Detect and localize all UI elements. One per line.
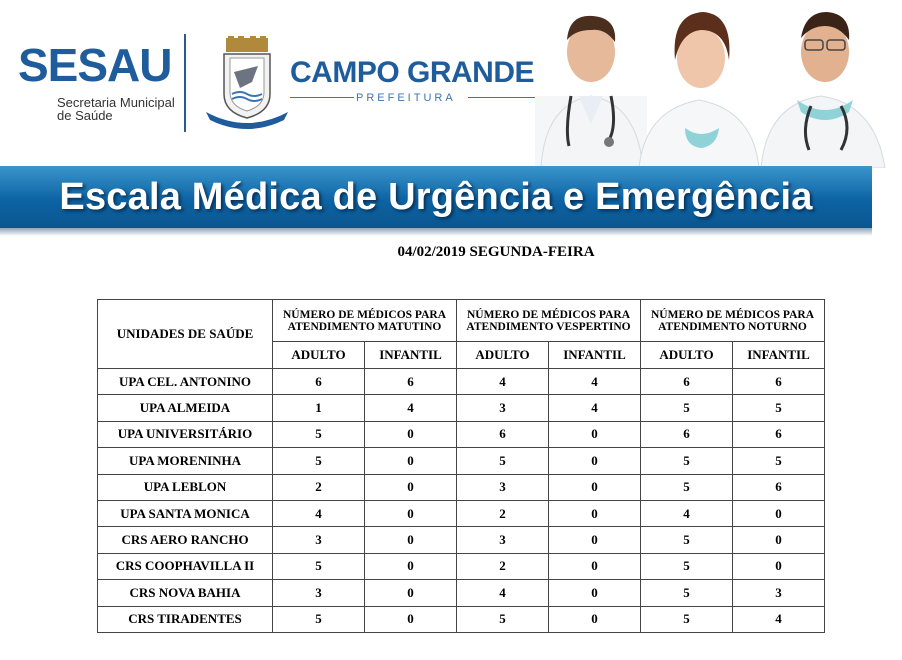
table-row bbox=[98, 421, 825, 447]
table-cell: 0 bbox=[549, 421, 641, 447]
table-cell: 0 bbox=[365, 474, 457, 500]
unit-name: UPA CEL. ANTONINO bbox=[98, 369, 273, 395]
page-header bbox=[0, 0, 902, 240]
table-cell: 6 bbox=[365, 369, 457, 395]
schedule-date: 04/02/2019 SEGUNDA-FEIRA bbox=[397, 244, 595, 260]
unit-name: CRS AERO RANCHO bbox=[98, 527, 273, 553]
table-cell: 0 bbox=[365, 421, 457, 447]
unit-name: CRS NOVA BAHIA bbox=[98, 580, 273, 606]
table-cell: 4 bbox=[641, 500, 733, 526]
city-rule-left bbox=[290, 97, 354, 98]
table-cell: 3 bbox=[733, 580, 825, 606]
table-cell: 4 bbox=[457, 369, 549, 395]
sesau-logo: SESAU bbox=[18, 39, 172, 91]
table-cell: 3 bbox=[457, 395, 549, 421]
unit-column-header: UNIDADES DE SAÚDE bbox=[98, 300, 273, 369]
table-cell: 2 bbox=[457, 500, 549, 526]
table-cell: 4 bbox=[549, 395, 641, 421]
table-cell: 0 bbox=[365, 500, 457, 526]
unit-name: UPA MORENINHA bbox=[98, 448, 273, 474]
table-cell: 5 bbox=[733, 395, 825, 421]
table-cell: 5 bbox=[733, 448, 825, 474]
table-cell: 0 bbox=[549, 580, 641, 606]
table-cell: 3 bbox=[457, 527, 549, 553]
table-cell: 4 bbox=[457, 580, 549, 606]
unit-name: CRS COOPHAVILLA II bbox=[98, 553, 273, 579]
table-cell: 5 bbox=[641, 606, 733, 632]
table-cell: 5 bbox=[641, 395, 733, 421]
table-row bbox=[98, 474, 825, 500]
schedule-table bbox=[97, 299, 825, 633]
table-cell: 6 bbox=[733, 474, 825, 500]
table-cell: 3 bbox=[273, 580, 365, 606]
table-row bbox=[98, 500, 825, 526]
period-header-matutino: NÚMERO DE MÉDICOS PARA ATENDIMENTO MATUTINO bbox=[273, 300, 457, 342]
table-cell: 2 bbox=[273, 474, 365, 500]
table-cell: 5 bbox=[273, 553, 365, 579]
table-cell: 0 bbox=[365, 606, 457, 632]
unit-name: CRS TIRADENTES bbox=[98, 606, 273, 632]
sub-header: INFANTIL bbox=[549, 342, 641, 369]
table-cell: 5 bbox=[641, 448, 733, 474]
table-cell: 0 bbox=[365, 553, 457, 579]
sesau-subtitle bbox=[57, 96, 175, 122]
table-row bbox=[98, 527, 825, 553]
table-cell: 3 bbox=[457, 474, 549, 500]
table-cell: 5 bbox=[457, 606, 549, 632]
unit-name: UPA LEBLON bbox=[98, 474, 273, 500]
period-header-vespertino: NÚMERO DE MÉDICOS PARA ATENDIMENTO VESPERTINO bbox=[457, 300, 641, 342]
title-banner-shadow bbox=[0, 228, 872, 236]
table-cell: 4 bbox=[733, 606, 825, 632]
table-cell: 5 bbox=[273, 421, 365, 447]
period-header-noturno: NÚMERO DE MÉDICOS PARA ATENDIMENTO NOTURNO bbox=[641, 300, 825, 342]
doctors-photo bbox=[535, 0, 902, 168]
table-cell: 3 bbox=[273, 527, 365, 553]
table-cell: 0 bbox=[549, 474, 641, 500]
banner-title: Escala Médica de Urgência e Emergência bbox=[59, 176, 813, 218]
table-cell: 5 bbox=[641, 474, 733, 500]
sesau-subtitle-line1: Secretaria Municipal bbox=[57, 95, 175, 110]
table-row bbox=[98, 448, 825, 474]
table-cell: 0 bbox=[733, 527, 825, 553]
table-cell: 1 bbox=[273, 395, 365, 421]
sesau-subtitle-line2: de Saúde bbox=[57, 108, 113, 123]
table-cell: 6 bbox=[457, 421, 549, 447]
table-cell: 0 bbox=[549, 500, 641, 526]
table-cell: 0 bbox=[733, 553, 825, 579]
table-cell: 6 bbox=[273, 369, 365, 395]
table-row bbox=[98, 606, 825, 632]
table-cell: 0 bbox=[365, 527, 457, 553]
table-cell: 5 bbox=[641, 527, 733, 553]
sub-header: INFANTIL bbox=[733, 342, 825, 369]
table-cell: 5 bbox=[641, 580, 733, 606]
sub-header: ADULTO bbox=[457, 342, 549, 369]
table-cell: 5 bbox=[641, 553, 733, 579]
unit-name: UPA ALMEIDA bbox=[98, 395, 273, 421]
unit-name: UPA SANTA MONICA bbox=[98, 500, 273, 526]
table-cell: 0 bbox=[549, 448, 641, 474]
logo-divider bbox=[184, 34, 186, 132]
sub-header: ADULTO bbox=[641, 342, 733, 369]
table-cell: 2 bbox=[457, 553, 549, 579]
city-subtitle: PREFEITURA bbox=[356, 92, 456, 104]
sub-header: ADULTO bbox=[273, 342, 365, 369]
table-cell: 6 bbox=[641, 421, 733, 447]
table-cell: 0 bbox=[549, 606, 641, 632]
city-name: CAMPO GRANDE bbox=[290, 56, 535, 89]
table-row bbox=[98, 580, 825, 606]
table-cell: 0 bbox=[549, 527, 641, 553]
table-cell: 6 bbox=[641, 369, 733, 395]
table-row bbox=[98, 553, 825, 579]
table-row bbox=[98, 395, 825, 421]
table-cell: 4 bbox=[273, 500, 365, 526]
table-cell: 6 bbox=[733, 421, 825, 447]
city-rule-right bbox=[468, 97, 542, 98]
table-cell: 5 bbox=[273, 448, 365, 474]
table-cell: 6 bbox=[733, 369, 825, 395]
table-cell: 0 bbox=[365, 448, 457, 474]
unit-name: UPA UNIVERSITÁRIO bbox=[98, 421, 273, 447]
table-cell: 5 bbox=[457, 448, 549, 474]
table-cell: 0 bbox=[549, 553, 641, 579]
table-cell: 4 bbox=[365, 395, 457, 421]
table-row bbox=[98, 369, 825, 395]
table-cell: 0 bbox=[733, 500, 825, 526]
table-cell: 4 bbox=[549, 369, 641, 395]
table-cell: 0 bbox=[365, 580, 457, 606]
sub-header: INFANTIL bbox=[365, 342, 457, 369]
table-cell: 5 bbox=[273, 606, 365, 632]
city-crest-icon bbox=[202, 36, 292, 130]
